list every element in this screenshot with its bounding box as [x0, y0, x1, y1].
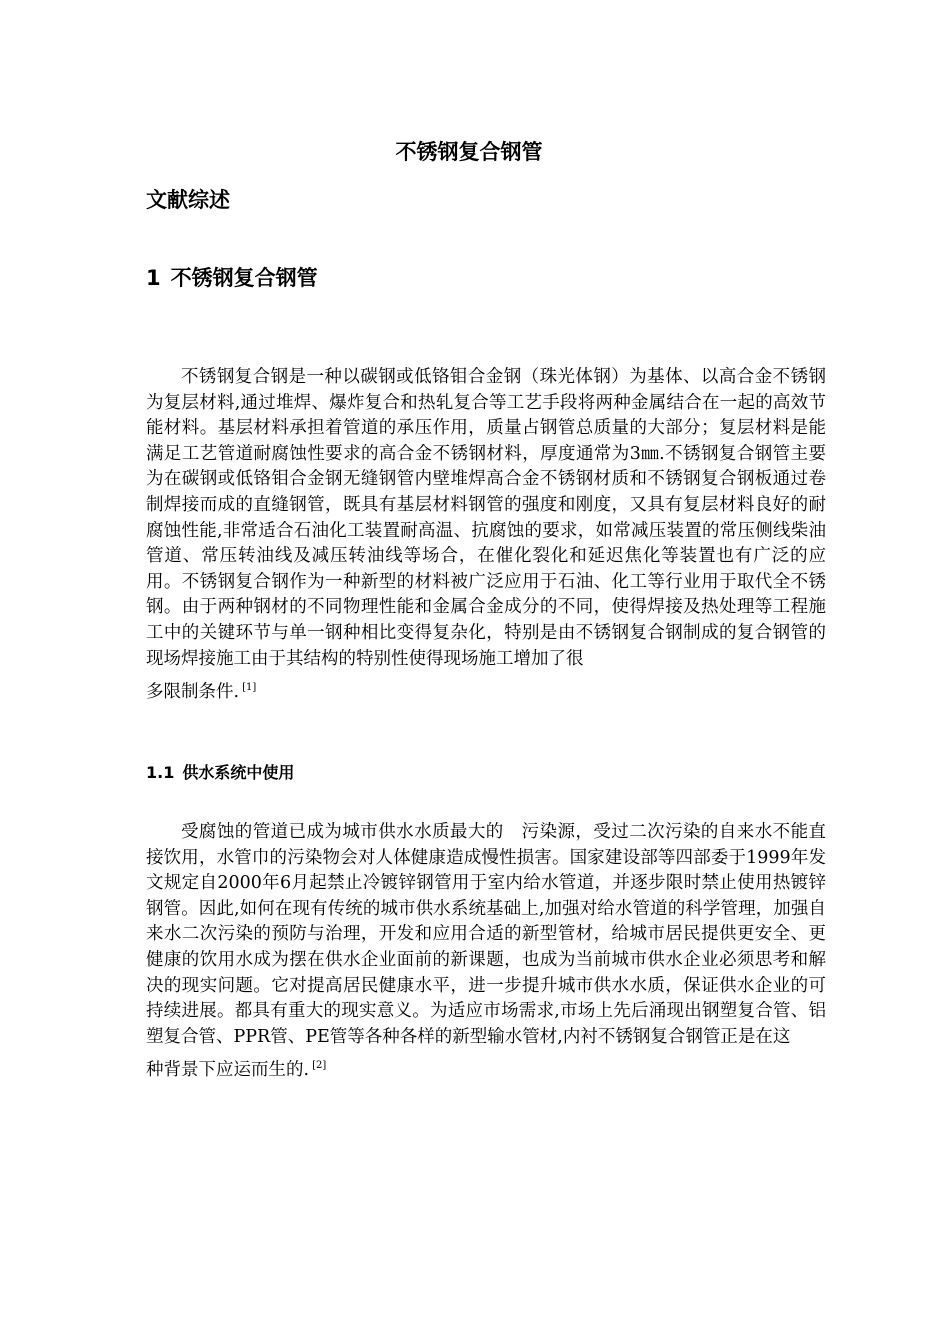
section-1-1-title: 供水系统中使用 — [182, 763, 295, 782]
section-1-paragraph — [146, 365, 826, 706]
section-1-1-tail-text: 种背景下应运而生的. — [146, 1060, 310, 1081]
section-1-heading — [146, 264, 318, 292]
section-1-1-body-text: 受腐蚀的管道已成为城市供水水质最大的 污染源，受过二次污染的自来水不能直接饮用，水管巾的污染物会对人体健康造成慢性损害。国家建设部等四部委于1999年发文规定自2000年6月起禁止冷镀锌钢管用于室内给水管道，并逐步限时禁止使用热镀锌钢管。因此,如何在现有传统的城市供水系统基础上,加强对给水管道的科学管理，加强自来水二次污染的预防与治理，开发和应用合适的新型管材，给城市居民提供更安全、更健康的饮用水成为摆在供水企业面前的新课题，也成为当前城市供水企业必须思考和解决的现实问题。它对提高居民健康水平，进一步提升城市供水水质，保证供水企业的可持续进展。都具有重大的现实意义。为适应市场需求,市场上先后涌现出钢塑复合管、铝塑复合管、PPR管、PE管等各种各样的新型输水管材,内衬不锈钢复合钢管正是在这 — [146, 822, 826, 1047]
section-1-number: 1 — [146, 266, 161, 290]
section-1-1-paragraph — [146, 820, 826, 1084]
literature-review-heading: 文献综述 — [146, 188, 230, 212]
section-1-title: 不锈钢复合钢管 — [170, 266, 318, 290]
document-title: 不锈钢复合钢管 — [395, 140, 543, 164]
section-1-tail-text: 多限制条件. — [146, 682, 240, 703]
section-1-1-number: 1.1 — [146, 763, 175, 782]
citation-2: [2] — [312, 1060, 327, 1072]
citation-1: [1] — [242, 682, 257, 694]
section-1-1-tail-line — [146, 1058, 826, 1084]
section-1-body-text: 不锈钢复合钢是一种以碳钢或低铬钼合金钢（珠光体钢）为基体、以高合金不锈钢为复层材料,通过堆焊、爆炸复合和热轧复合等工艺手段将两种金属结合在一起的高效节能材料。基层材料承担着管道的承压作用，质量占钢管总质量的大部分；复层材料是能满足工艺管道耐腐蚀性要求的高合金不锈钢材料，厚度通常为3㎜.不锈钢复合钢管主要为在碳钢或低铬钼合金钢无缝钢管内壁堆焊高合金不锈钢材质和不锈钢复合钢板通过卷制焊接而成的直缝钢管，既具有基层材料钢管的强度和刚度，又具有复层材料良好的耐腐蚀性能,非常适合石油化工装置耐高温、抗腐蚀的要求，如常减压装置的常压侧线柴油管道、常压转油线及减压转油线等场合，在催化裂化和延迟焦化等装置也有广泛的应用。不锈钢复合钢作为一种新型的材料被广泛应用于石油、化工等行业用于取代全不锈钢。由于两种钢材的不同物理性能和金属合金成分的不同，使得焊接及热处理等工程施工中的关键环节与单一钢种相比变得复杂化，特别是由不锈钢复合钢制成的复合钢管的现场焊接施工由于其结构的特别性使得现场施工增加了很 — [146, 367, 826, 669]
section-1-1-heading — [146, 761, 294, 785]
section-1-tail-line — [146, 680, 826, 706]
